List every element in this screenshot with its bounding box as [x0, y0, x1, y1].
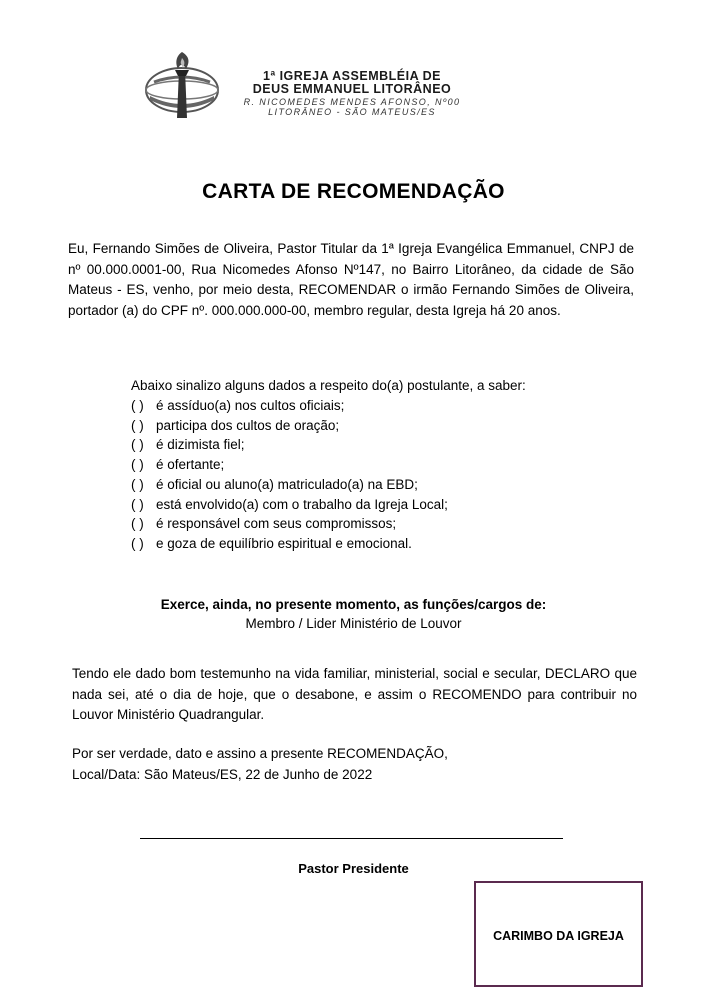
checklist-intro: Abaixo sinalizo alguns dados a respeito do(a) postulante, a saber:: [131, 378, 526, 393]
checklist-item-text: é oficial ou aluno(a) matriculado(a) na EBD;: [156, 476, 418, 492]
checklist-item: [131, 495, 448, 515]
document-title: CARTA DE RECOMENDAÇÃO: [202, 180, 505, 203]
church-address: [232, 97, 472, 117]
church-logo-icon: [142, 50, 222, 122]
checklist-item-text: é ofertante;: [156, 457, 225, 473]
church-name-line2: DEUS EMMANUEL LITORÂNEO: [252, 82, 452, 96]
checkbox[interactable]: ( ): [131, 398, 144, 413]
checkbox[interactable]: ( ): [131, 516, 144, 532]
checkbox[interactable]: ( ): [131, 417, 144, 433]
church-address-line1: R. NICOMEDES MENDES AFONSO, Nº00: [243, 97, 461, 107]
checklist: [131, 396, 448, 554]
checklist-item-text: é dizimista fiel;: [156, 437, 245, 453]
checklist-item-text: é responsável com seus compromissos;: [156, 516, 397, 532]
checkbox[interactable]: ( ): [131, 437, 144, 453]
church-name-line1: 1ª IGREJA ASSEMBLÉIA DE: [263, 69, 441, 83]
checklist-item: [131, 455, 448, 475]
checklist-item: [131, 514, 448, 534]
closing-date-line: Local/Data: São Mateus/ES, 22 de Junho de 2022: [72, 767, 373, 782]
checklist-item: [131, 396, 448, 416]
church-address-line2: LITORÂNEO - SÃO MATEUS/ES: [268, 107, 436, 117]
signature-role: Pastor Presidente: [298, 861, 409, 876]
signature-line: [140, 838, 563, 839]
functions-value: Membro / Lider Ministério de Louvor: [245, 616, 462, 631]
closing: [72, 743, 448, 785]
checklist-item: [131, 475, 448, 495]
checklist-item: [131, 435, 448, 455]
stamp-label: CARIMBO DA IGREJA: [493, 929, 624, 943]
checklist-item-text: e goza de equilíbrio espiritual e emocional.: [156, 535, 412, 551]
church-name: [232, 70, 472, 96]
checkbox[interactable]: ( ): [131, 457, 144, 473]
recommendation-paragraph: Eu, Fernando Simões de Oliveira, Pastor Titular da 1ª Igreja Evangélica Emmanuel, CNPJ de nº 00.000.0001-00, Rua Nicomedes Afonso Nº147, no Bairro Litorâneo, da cidade de São Mateus - ES, venho, por meio desta, RECOMENDAR o irmão Fernando Simões de Oliveira, portador (a) do CPF nº. 000.000.000-00, membro regular, desta Igreja há 20 anos.: [68, 241, 634, 318]
checkbox[interactable]: ( ): [131, 535, 144, 551]
functions-heading: Exerce, ainda, no presente momento, as funções/cargos de:: [160, 597, 547, 612]
church-stamp-box: [474, 881, 643, 987]
checklist-item: [131, 534, 448, 554]
checklist-item: [131, 416, 448, 436]
checklist-item-text: está envolvido(a) com o trabalho da Igreja Local;: [156, 496, 448, 512]
checkbox[interactable]: ( ): [131, 496, 144, 512]
testimony-paragraph: Tendo ele dado bom testemunho na vida familiar, ministerial, social e secular, DECLARO que nada sei, até o dia de hoje, que o desabone, e assim o RECOMENDO para contribuir no Louvor Ministério Quadrangular.: [72, 666, 637, 722]
checklist-item-text: participa dos cultos de oração;: [156, 417, 340, 433]
closing-line1: Por ser verdade, dato e assino a presente RECOMENDAÇÃO,: [72, 746, 448, 761]
checkbox[interactable]: ( ): [131, 476, 144, 492]
checklist-item-text: é assíduo(a) nos cultos oficiais;: [156, 398, 345, 413]
